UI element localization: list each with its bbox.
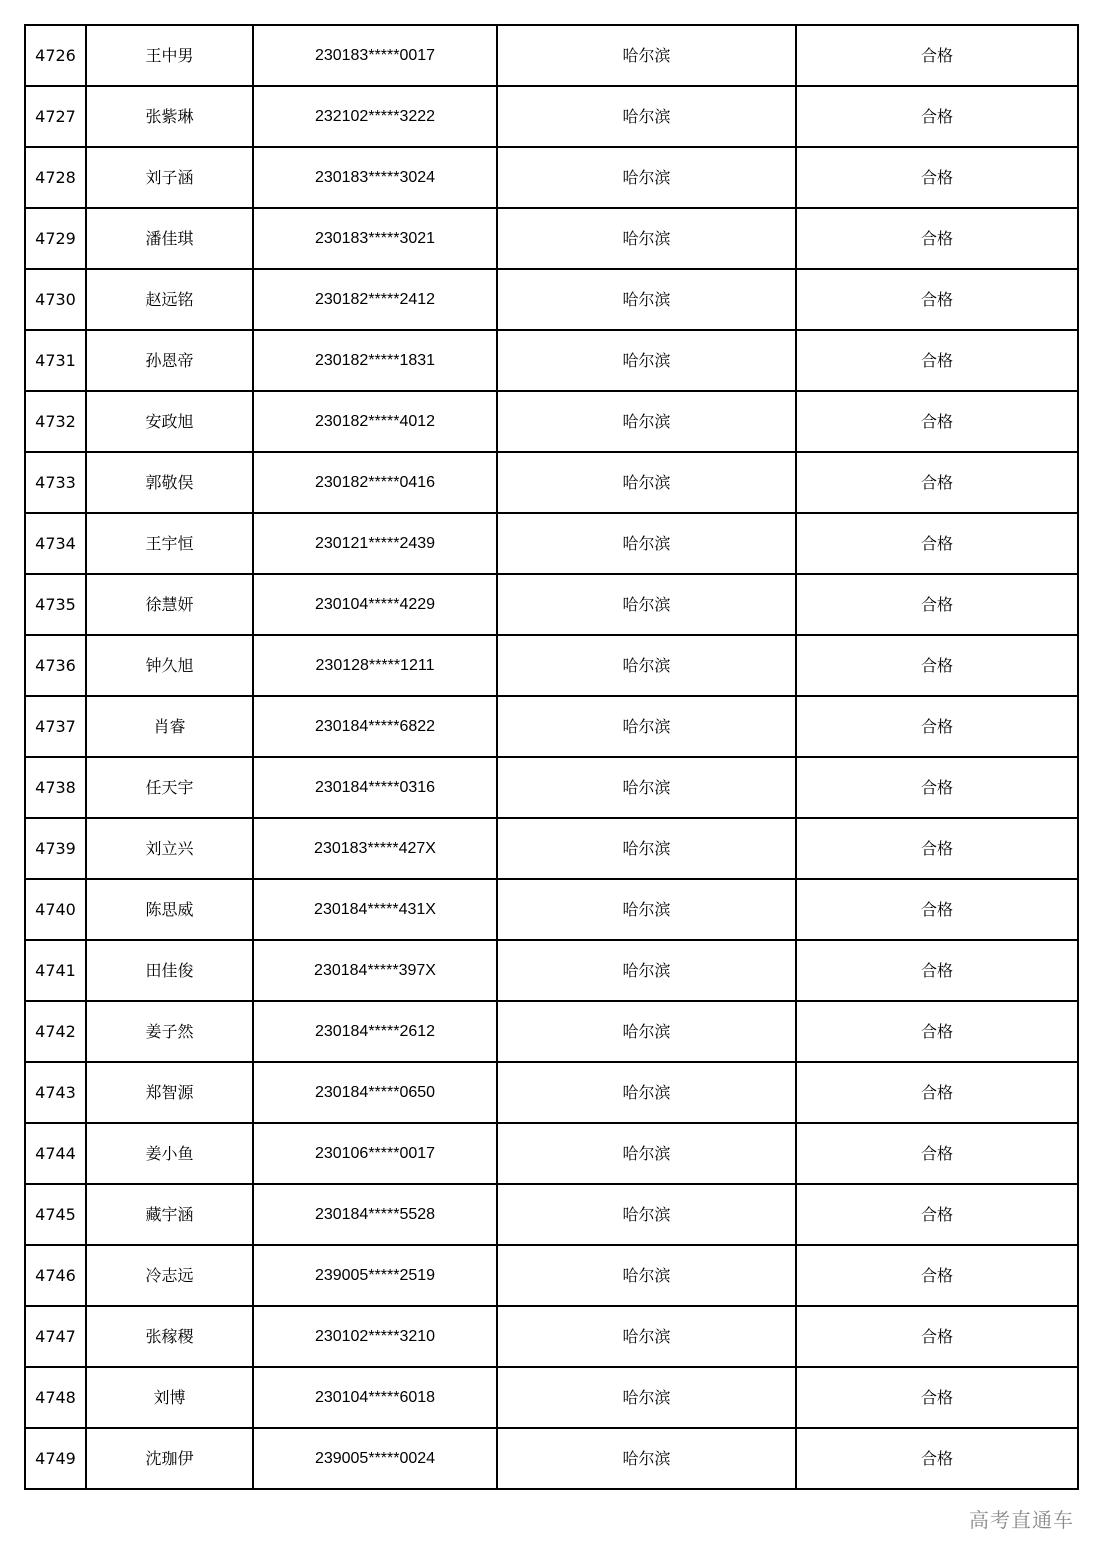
cell-result: 合格 — [796, 1184, 1078, 1245]
cell-number: 4734 — [25, 513, 86, 574]
cell-id-number: 230183*****0017 — [253, 25, 497, 86]
cell-city: 哈尔滨 — [497, 330, 796, 391]
cell-name: 王宇恒 — [86, 513, 253, 574]
table-row — [25, 86, 1078, 147]
cell-name: 王中男 — [86, 25, 253, 86]
cell-id-number: 230182*****4012 — [253, 391, 497, 452]
cell-city: 哈尔滨 — [497, 513, 796, 574]
table-row — [25, 1001, 1078, 1062]
cell-result: 合格 — [796, 1367, 1078, 1428]
cell-number: 4729 — [25, 208, 86, 269]
cell-result: 合格 — [796, 86, 1078, 147]
cell-number: 4733 — [25, 452, 86, 513]
cell-number: 4727 — [25, 86, 86, 147]
cell-number: 4748 — [25, 1367, 86, 1428]
cell-city: 哈尔滨 — [497, 1245, 796, 1306]
cell-result: 合格 — [796, 25, 1078, 86]
cell-city: 哈尔滨 — [497, 86, 796, 147]
cell-number: 4744 — [25, 1123, 86, 1184]
table-row — [25, 25, 1078, 86]
cell-result: 合格 — [796, 757, 1078, 818]
cell-id-number: 230184*****0650 — [253, 1062, 497, 1123]
watermark-text: 高考直通车 — [969, 1508, 1074, 1532]
cell-id-number: 230104*****6018 — [253, 1367, 497, 1428]
cell-result: 合格 — [796, 1001, 1078, 1062]
cell-city: 哈尔滨 — [497, 1001, 796, 1062]
cell-number: 4745 — [25, 1184, 86, 1245]
cell-city: 哈尔滨 — [497, 269, 796, 330]
table-row — [25, 269, 1078, 330]
cell-number: 4735 — [25, 574, 86, 635]
cell-number: 4738 — [25, 757, 86, 818]
table-row — [25, 574, 1078, 635]
cell-name: 刘博 — [86, 1367, 253, 1428]
cell-name: 潘佳琪 — [86, 208, 253, 269]
cell-result: 合格 — [796, 818, 1078, 879]
cell-result: 合格 — [796, 1062, 1078, 1123]
roster-body — [25, 25, 1078, 1489]
cell-name: 姜小鱼 — [86, 1123, 253, 1184]
cell-result: 合格 — [796, 147, 1078, 208]
cell-number: 4732 — [25, 391, 86, 452]
cell-name: 任天宇 — [86, 757, 253, 818]
table-row — [25, 1428, 1078, 1489]
cell-city: 哈尔滨 — [497, 1184, 796, 1245]
cell-id-number: 239005*****0024 — [253, 1428, 497, 1489]
cell-city: 哈尔滨 — [497, 208, 796, 269]
cell-id-number: 232102*****3222 — [253, 86, 497, 147]
cell-result: 合格 — [796, 391, 1078, 452]
table-row — [25, 1367, 1078, 1428]
roster-table — [24, 24, 1079, 1490]
cell-result: 合格 — [796, 513, 1078, 574]
cell-id-number: 230182*****1831 — [253, 330, 497, 391]
table-row — [25, 1184, 1078, 1245]
cell-name: 沈珈伊 — [86, 1428, 253, 1489]
cell-result: 合格 — [796, 1306, 1078, 1367]
cell-id-number: 230128*****1211 — [253, 635, 497, 696]
cell-city: 哈尔滨 — [497, 452, 796, 513]
cell-name: 肖睿 — [86, 696, 253, 757]
cell-result: 合格 — [796, 269, 1078, 330]
cell-result: 合格 — [796, 574, 1078, 635]
cell-name: 安政旭 — [86, 391, 253, 452]
cell-city: 哈尔滨 — [497, 696, 796, 757]
cell-id-number: 230106*****0017 — [253, 1123, 497, 1184]
cell-id-number: 230184*****6822 — [253, 696, 497, 757]
table-row — [25, 696, 1078, 757]
table-row — [25, 208, 1078, 269]
cell-number: 4747 — [25, 1306, 86, 1367]
cell-name: 赵远铭 — [86, 269, 253, 330]
cell-id-number: 230182*****0416 — [253, 452, 497, 513]
cell-city: 哈尔滨 — [497, 1428, 796, 1489]
cell-city: 哈尔滨 — [497, 1367, 796, 1428]
table-row — [25, 1245, 1078, 1306]
cell-name: 郑智源 — [86, 1062, 253, 1123]
table-row — [25, 452, 1078, 513]
cell-name: 姜子然 — [86, 1001, 253, 1062]
cell-city: 哈尔滨 — [497, 757, 796, 818]
cell-id-number: 230183*****3021 — [253, 208, 497, 269]
cell-id-number: 230183*****3024 — [253, 147, 497, 208]
table-row — [25, 1062, 1078, 1123]
cell-name: 张紫琳 — [86, 86, 253, 147]
table-row — [25, 940, 1078, 1001]
cell-id-number: 239005*****2519 — [253, 1245, 497, 1306]
cell-city: 哈尔滨 — [497, 635, 796, 696]
table-row — [25, 1306, 1078, 1367]
cell-number: 4730 — [25, 269, 86, 330]
cell-result: 合格 — [796, 940, 1078, 1001]
cell-name: 张稼稷 — [86, 1306, 253, 1367]
table-row — [25, 330, 1078, 391]
cell-name: 田佳俊 — [86, 940, 253, 1001]
cell-result: 合格 — [796, 452, 1078, 513]
cell-result: 合格 — [796, 208, 1078, 269]
cell-number: 4740 — [25, 879, 86, 940]
cell-name: 孙恩帝 — [86, 330, 253, 391]
cell-name: 刘子涵 — [86, 147, 253, 208]
cell-city: 哈尔滨 — [497, 25, 796, 86]
cell-id-number: 230183*****427X — [253, 818, 497, 879]
cell-result: 合格 — [796, 879, 1078, 940]
cell-id-number: 230184*****2612 — [253, 1001, 497, 1062]
cell-number: 4731 — [25, 330, 86, 391]
table-row — [25, 879, 1078, 940]
cell-id-number: 230184*****5528 — [253, 1184, 497, 1245]
table-row — [25, 757, 1078, 818]
cell-number: 4742 — [25, 1001, 86, 1062]
cell-name: 郭敬俣 — [86, 452, 253, 513]
cell-city: 哈尔滨 — [497, 391, 796, 452]
cell-id-number: 230121*****2439 — [253, 513, 497, 574]
cell-name: 钟久旭 — [86, 635, 253, 696]
cell-name: 冷志远 — [86, 1245, 253, 1306]
cell-city: 哈尔滨 — [497, 1062, 796, 1123]
cell-number: 4749 — [25, 1428, 86, 1489]
table-row — [25, 391, 1078, 452]
cell-name: 徐慧妍 — [86, 574, 253, 635]
cell-id-number: 230184*****0316 — [253, 757, 497, 818]
cell-number: 4741 — [25, 940, 86, 1001]
cell-city: 哈尔滨 — [497, 940, 796, 1001]
cell-number: 4736 — [25, 635, 86, 696]
table-row — [25, 818, 1078, 879]
cell-number: 4743 — [25, 1062, 86, 1123]
table-row — [25, 513, 1078, 574]
cell-number: 4726 — [25, 25, 86, 86]
cell-id-number: 230184*****397X — [253, 940, 497, 1001]
cell-name: 刘立兴 — [86, 818, 253, 879]
cell-result: 合格 — [796, 1428, 1078, 1489]
cell-result: 合格 — [796, 1123, 1078, 1184]
cell-result: 合格 — [796, 1245, 1078, 1306]
cell-result: 合格 — [796, 330, 1078, 391]
cell-number: 4739 — [25, 818, 86, 879]
cell-city: 哈尔滨 — [497, 1123, 796, 1184]
cell-city: 哈尔滨 — [497, 574, 796, 635]
cell-id-number: 230184*****431X — [253, 879, 497, 940]
cell-city: 哈尔滨 — [497, 818, 796, 879]
cell-city: 哈尔滨 — [497, 1306, 796, 1367]
cell-city: 哈尔滨 — [497, 147, 796, 208]
cell-id-number: 230102*****3210 — [253, 1306, 497, 1367]
cell-city: 哈尔滨 — [497, 879, 796, 940]
cell-number: 4746 — [25, 1245, 86, 1306]
cell-id-number: 230182*****2412 — [253, 269, 497, 330]
table-row — [25, 1123, 1078, 1184]
cell-result: 合格 — [796, 635, 1078, 696]
table-row — [25, 635, 1078, 696]
cell-name: 陈思威 — [86, 879, 253, 940]
table-row — [25, 147, 1078, 208]
cell-number: 4737 — [25, 696, 86, 757]
cell-name: 藏宇涵 — [86, 1184, 253, 1245]
cell-result: 合格 — [796, 696, 1078, 757]
cell-id-number: 230104*****4229 — [253, 574, 497, 635]
cell-number: 4728 — [25, 147, 86, 208]
